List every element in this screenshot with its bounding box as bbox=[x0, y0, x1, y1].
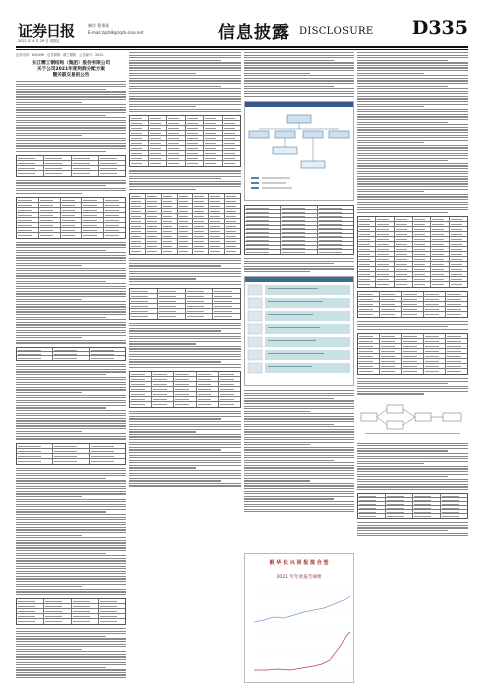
data-table bbox=[129, 371, 241, 408]
editor-line: 制作 曹秉琛 bbox=[88, 23, 110, 28]
announcement-title-line: 暨关联交易的公告 bbox=[52, 73, 90, 78]
body-text bbox=[129, 52, 241, 112]
body-text bbox=[16, 242, 126, 344]
section-title-en: DISCLOSURE bbox=[299, 26, 374, 37]
org-chart bbox=[245, 107, 353, 199]
body-text bbox=[129, 323, 241, 368]
body-text bbox=[357, 52, 468, 213]
fund-performance-graphic bbox=[246, 582, 354, 682]
data-table bbox=[129, 115, 241, 167]
body-text bbox=[244, 52, 354, 97]
masthead-rule bbox=[16, 46, 468, 48]
page-number: D335 bbox=[411, 17, 468, 39]
body-text bbox=[244, 390, 354, 512]
body-text bbox=[129, 258, 241, 285]
process-flow-diagram bbox=[357, 399, 468, 439]
announcement-title bbox=[16, 61, 126, 79]
data-table bbox=[357, 493, 468, 519]
announcement-title-line: 长江精工钢结构（集团）股份有限公司 bbox=[31, 61, 111, 66]
image-grid bbox=[245, 282, 353, 385]
column-3 bbox=[244, 52, 354, 550]
data-table bbox=[16, 443, 126, 465]
masthead-rule-thin bbox=[16, 49, 468, 50]
data-table bbox=[357, 216, 468, 288]
data-table bbox=[129, 193, 241, 255]
newspaper-logo: 证券日报 bbox=[18, 22, 75, 40]
structure-diagram bbox=[244, 101, 354, 201]
flow-diagram bbox=[357, 399, 468, 439]
section-title: 信息披露 bbox=[218, 23, 290, 43]
announcement-title-line: 关于公司2021年度利润分配方案 bbox=[37, 67, 105, 72]
body-text bbox=[16, 180, 126, 194]
data-table bbox=[357, 291, 468, 318]
body-text bbox=[244, 258, 354, 272]
edition-date: 2022 年 4 月 29 日 星期五 bbox=[18, 39, 60, 43]
body-text bbox=[357, 522, 468, 536]
contact-line: E-mail:zqrb9@zqrb.sina.net bbox=[88, 30, 144, 35]
data-table bbox=[129, 288, 241, 320]
body-text bbox=[129, 411, 241, 487]
body-text bbox=[357, 321, 468, 330]
column-4 bbox=[357, 52, 468, 684]
advert-subtitle: 2021 年年度报告摘要 bbox=[276, 575, 322, 580]
body-text bbox=[357, 443, 468, 491]
data-table bbox=[16, 598, 126, 625]
body-text bbox=[357, 378, 468, 395]
image-gallery-figure bbox=[244, 276, 354, 386]
data-table bbox=[16, 347, 126, 361]
data-table bbox=[16, 197, 126, 239]
data-table bbox=[244, 205, 354, 255]
column-2 bbox=[129, 52, 241, 684]
fund-report-advert bbox=[244, 553, 354, 683]
body-text bbox=[129, 170, 241, 189]
body-text bbox=[16, 364, 126, 440]
announcement-header: 证券代码：600496 证券简称：精工钢构 公告编号：2022- bbox=[16, 53, 105, 57]
data-table bbox=[16, 155, 126, 177]
column-1 bbox=[16, 52, 126, 684]
body-text bbox=[16, 468, 126, 596]
body-text bbox=[16, 81, 126, 152]
advert-title: 银 华 长 兴 回 报 混 合 型 bbox=[269, 560, 329, 566]
data-table bbox=[357, 333, 468, 375]
editor-info bbox=[88, 22, 143, 36]
body-text bbox=[16, 628, 126, 678]
